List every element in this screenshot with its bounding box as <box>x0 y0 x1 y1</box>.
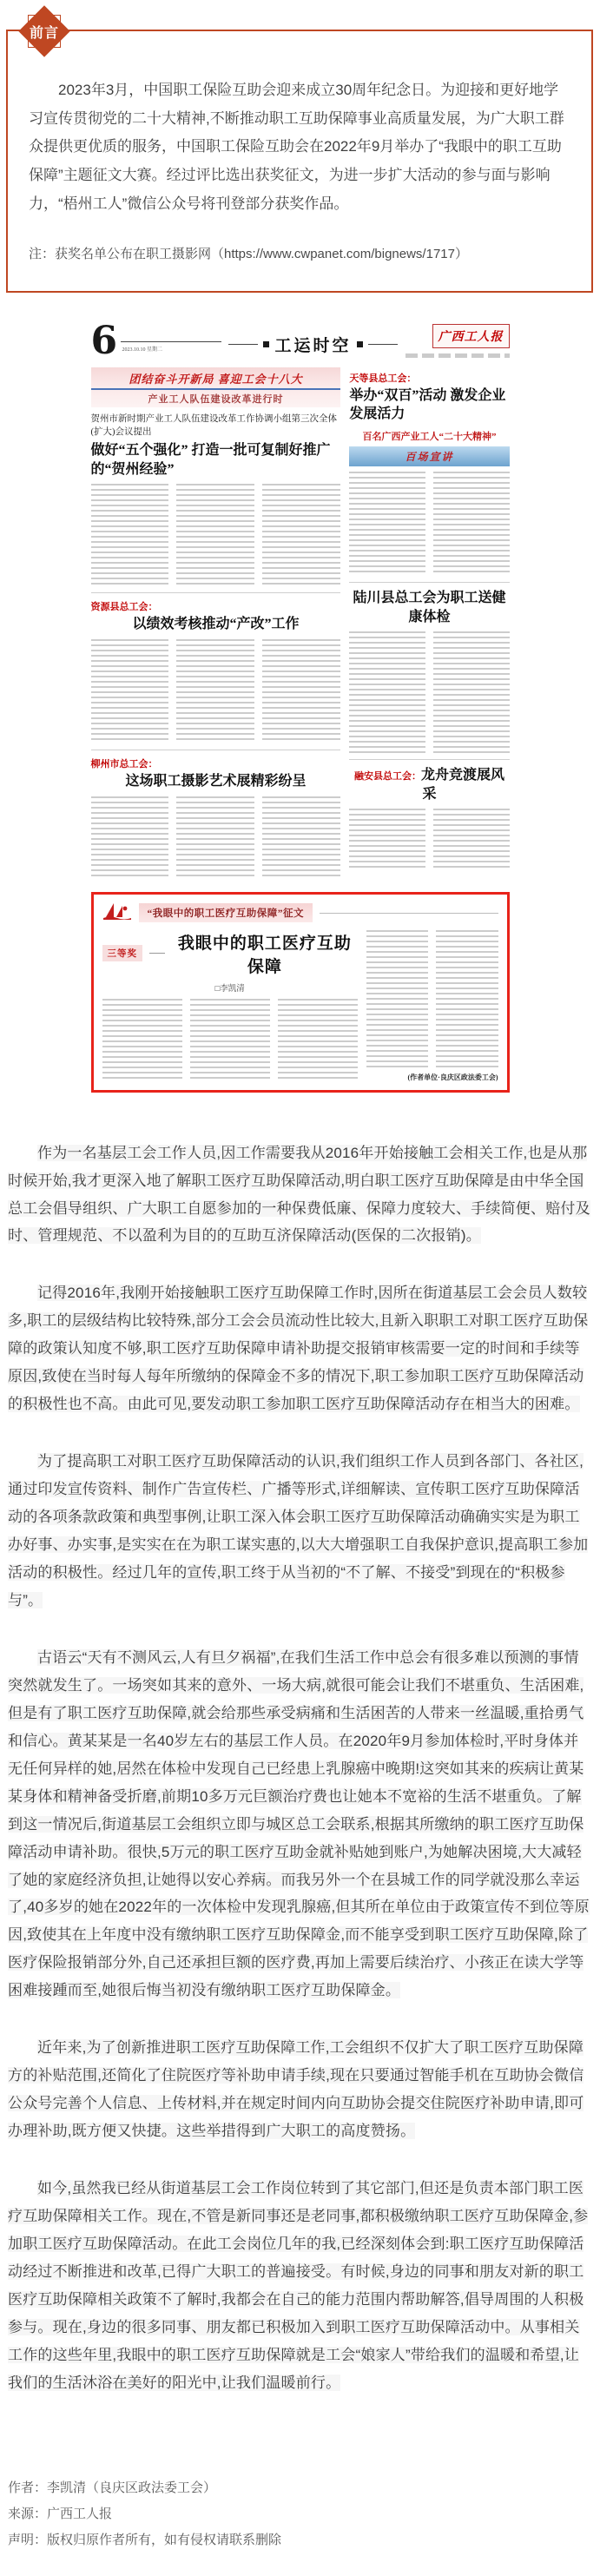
article-headline: 这场职工摄影艺术展精彩纷呈 <box>125 774 307 789</box>
newspaper-section-cell <box>221 324 405 356</box>
article-text-columns <box>349 809 509 869</box>
column-divider <box>349 759 509 760</box>
text-column-placeholder <box>436 930 498 1069</box>
article-headline-text: 龙舟竞渡展风采 <box>420 768 504 802</box>
newspaper-header <box>90 319 510 364</box>
article-kicker: 贺州市新时期产业工人队伍建设改革工作协调小组第三次全体(扩大)会议提出 <box>90 413 337 438</box>
header-rule <box>368 344 398 345</box>
text-column-placeholder <box>366 930 428 1069</box>
column-divider <box>91 592 341 593</box>
paragraph-text: 近年来,为了创新推进职工医疗互助保障工作,工会组织不仅扩大了职工医疗互助保障方的补贴范围,还简化了住院医疗等补助申请手续,现在只要通过智能手机在互助协会微信公众号完善个人信息、上传材料,并在规定时间内向互助协会提交住院医疗补助申请,即可办理补助,既方便又快捷。这些举措得到广大职工的高度赞扬。 <box>8 2039 584 2140</box>
text-column-placeholder <box>262 639 340 743</box>
essay-paragraph <box>8 1448 592 1615</box>
paragraph-text: 记得2016年,我刚开始接触职工医疗互助保障工作时,因所在街道基层工会会员人数较多,职工的层级结构比较特殊,部分工会会员流动性比较大,且新入职职工对职工医疗互助保障的政策认知度不够,职工医疗互助保障申请补助提交报销审核需要一定的时间和手续等原因,致使在当时每人每年所缴纳的保障金不多的情况下,职工参加职工医疗互助保障活动的积极性也不高。由此可见,要发动职工参加职工医疗互助保障活动存在相当大的困难。 <box>8 1285 589 1413</box>
award-list-note: 注：获奖名单公布在职工摄影网（https://www.cwpanet.com/bignews/1717） <box>29 247 468 262</box>
essay-paragraph <box>8 2175 592 2397</box>
article-kicker: 资源县总工会： <box>90 602 158 613</box>
newspaper-section-title: 工运时空 <box>274 337 352 356</box>
text-column-placeholder <box>91 484 169 586</box>
foreword-section <box>0 25 600 293</box>
article-kicker: 融安县总工会： <box>353 771 421 783</box>
featured-essay-box <box>91 892 510 1093</box>
featured-essay-headline: 我眼中的职工医疗互助保障 <box>177 934 352 976</box>
newspaper-image[interactable] <box>88 319 513 1099</box>
newspaper-masthead-cell <box>405 324 510 358</box>
newspaper-page-cell <box>90 319 221 364</box>
text-column-placeholder <box>433 472 510 576</box>
dash-decoration <box>149 953 165 954</box>
text-column-placeholder <box>176 484 254 586</box>
footer-author: 作者：李凯清（良庆区政法委工会） <box>8 2480 217 2495</box>
newspaper-credits-microtext <box>405 353 510 358</box>
article-text-columns <box>349 631 509 753</box>
text-column-placeholder <box>91 639 169 743</box>
text-column-placeholder <box>176 796 254 880</box>
article-text-columns <box>349 472 509 576</box>
article-headline: 举办“双百”活动 激发企业发展活力 <box>349 387 506 422</box>
foreword-badge-label: 前言 <box>29 25 59 41</box>
column-divider <box>349 582 509 583</box>
article-text-columns <box>91 639 341 743</box>
text-column-placeholder <box>262 484 340 586</box>
article-subhead: 百名广西产业工人“二十大精神” <box>362 431 497 442</box>
article-text-columns <box>102 999 358 1082</box>
featured-headline-row <box>102 930 358 977</box>
text-column-placeholder <box>433 631 510 753</box>
article-headline: 陆川县总工会为职工送健康体检 <box>353 590 506 624</box>
text-column-placeholder <box>349 809 425 869</box>
lecture-banner: 百场宣讲 <box>349 446 509 466</box>
paragraph-text: 作为一名基层工会工作人员,因工作需要我从2016年开始接触工会相关工作,也是从那时候开始,我才更深入地了解职工医疗互助保障活动,明白职工医疗互助保障是由中华全国总工会倡导组织、广大职工自愿参加的一种保费低廉、保障力度较大、手续简便、赔付及时、管理规范、不以盈利为目的的互助互济保障活动(医保的二次报销)。 <box>8 1144 590 1245</box>
award-badge: 三等奖 <box>102 945 143 961</box>
paragraph-text: 古语云“天有不测风云,人有旦夕祸福”,在我们生活工作中总会有很多难以预测的事情突然就发生了。一场突如其来的意外、一场大病,就很可能会让我们不堪重负、生活困难,但是有了职工医疗互助保障,就会给那些承受病痛和生活困苦的人带来一丝温暖,重拾勇气和信心。黄某某是一名40岁左右的基层工作人员。在2020年9月参加体检时,平时身体并无任何异样的她,居然在体检中发现自己已经患上乳腺癌中晚期!这突如其来的疾病让黄某某身体和精神备受折磨,前期10多万元巨额治疗费也让她本不宽裕的生活不堪重负。了解到这一情况后,街道基层工会组织立即与城区总工会联系,根据其所缴纳的职工医疗互助保障活动申请补助。很快,5万元的职工医疗互助金就补贴她到账户,为她解决困境,大大减轻了她的家庭经济负担,让她得以安心养病。而我另外一个在县城工作的同学就没那么幸运了,40多岁的她在2022年的一次体检中发现乳腺癌,但其所在单位由于政策宣传不到位等原因,致使其在上年度中没有缴纳职工医疗互助保障金,而不能享受到职工医疗互助保障,除了医疗保险报销部分外,自己还承担巨额的医疗费,再加上需要后续治疗、小孩正在读大学等困难接踵而至,她很后悔当初没有缴纳职工医疗互助保障金。 <box>8 1648 590 1999</box>
footer-statement: 声明：版权归原作者所有，如有侵权请联系删除 <box>8 2532 282 2547</box>
paragraph-text: 如今,虽然我已经从街道基层工会工作岗位转到了其它部门,但还是负责本部门职工医疗互助保障相关工作。现在,不管是新同事还是老同事,都积极缴纳职工医疗互助保障金,参加职工医疗互助保障活动。在此工会岗位几年的我,已经深刻体会到:职工医疗互助保障活动经过不断推进和改革,已得广大职工的普遍接受。有时候,身边的同事和朋友对新的职工医疗互助保障相关政策不了解时,我都会在自己的能力范围内帮助解答,倡导周围的人积极参与。现在,身边的很多同事、朋友都已积极加入到职工医疗互助保障活动中。从事相关工作的这些年里,我眼中的职工医疗互助保障就是工会“娘家人”带给我们的温暖和希望,让我们的生活沐浴在美好的阳光中,让我们温暖前行。 <box>8 2180 589 2391</box>
featured-essay-byline: □李凯清 <box>214 984 245 994</box>
text-column-placeholder <box>262 796 340 880</box>
foreword-badge <box>18 5 70 57</box>
essay-paragraph <box>8 1139 592 1251</box>
essay-contest-banner: “我眼中的职工医疗互助保障”征文 <box>139 903 313 922</box>
square-decoration <box>263 341 269 347</box>
text-column-placeholder <box>102 999 182 1082</box>
foreword-box <box>6 25 593 293</box>
article-headline: 做好“五个强化” 打造一批可复制好推广的“贺州经验” <box>90 443 331 477</box>
text-column-placeholder <box>433 809 510 869</box>
article-kicker: 柳州市总工会： <box>90 759 158 769</box>
foreword-paragraph: 2023年3月，中国职工保险互助会迎来成立30周年纪念日。为迎接和更好地学习宣传贯彻党的二十大精神,不断推动职工互助保障事业高质量发展，为广大职工群众提供更优质的服务，中国职工保险互助会在2022年9月举办了“我眼中的职工互助保障”主题征文大赛。经过评比选出获奖征文，为进一步扩大活动的参与面与影响力，“梧州工人”微信公众号将刊登部分获奖作品。 <box>29 82 564 212</box>
essay-paragraph <box>8 1644 592 2005</box>
header-rule <box>228 344 258 345</box>
newspaper-masthead-logo: 广西工人报 <box>432 324 510 348</box>
square-decoration <box>357 341 363 347</box>
footer-source: 来源：广西工人报 <box>8 2506 113 2521</box>
featured-essay-right <box>366 930 498 1082</box>
text-column-placeholder <box>349 472 425 576</box>
text-column-placeholder <box>190 999 270 1082</box>
article-headline <box>349 766 509 803</box>
newspaper-page-number: 6 <box>90 319 118 364</box>
essay-body <box>0 1139 600 2397</box>
article-text-columns <box>366 930 498 1069</box>
header-rule <box>121 341 221 342</box>
article-footer <box>0 2427 600 2576</box>
essay-paragraph <box>8 2034 592 2145</box>
article-kicker: 天等县总工会： <box>349 373 417 384</box>
featured-essay-left <box>102 930 358 1082</box>
newspaper-body <box>91 367 510 885</box>
featured-essay-body <box>102 930 498 1082</box>
text-column-placeholder <box>91 796 169 880</box>
article-text-columns <box>91 796 341 880</box>
featured-essay-header <box>102 902 498 925</box>
text-column-placeholder <box>278 999 358 1082</box>
header-rule <box>320 913 498 914</box>
essay-contest-logo-icon <box>102 902 132 925</box>
featured-essay-endnote: (作者单位·良庆区政法委工会) <box>407 1073 498 1081</box>
slogan-banner: 团结奋斗开新局 喜迎工会十八大 <box>91 367 341 390</box>
text-column-placeholder <box>176 639 254 743</box>
slogan-banner-sub: 产业工人队伍建设改革进行时 <box>91 390 341 407</box>
newspaper-date: 2023.10.10 星期二 <box>122 347 163 353</box>
newspaper-right-column <box>349 367 509 885</box>
essay-paragraph <box>8 1279 592 1418</box>
article-text-columns <box>91 484 341 586</box>
article-headline: 以绩效考核推动“产改”工作 <box>132 617 300 632</box>
paragraph-text: 为了提高职工对职工医疗互助保障活动的认识,我们组织工作人员到各部门、各社区,通过印发宣传资料、制作广告宣传栏、广播等形式,详细解读、宣传职工医疗互助保障活动的各项条款政策和典型事例,让职工深入体会职工医疗互助保障活动确确实实是为职工办好事、办实事,是实实在在为职工谋实惠的,以大大增强职工自我保护意识,提高职工参加活动的积极性。经过几年的宣传,职工终于从当初的“不了解、不接受”到现在的“积极参与”。 <box>8 1453 589 1608</box>
text-column-placeholder <box>349 631 425 753</box>
newspaper-left-column <box>91 367 341 885</box>
